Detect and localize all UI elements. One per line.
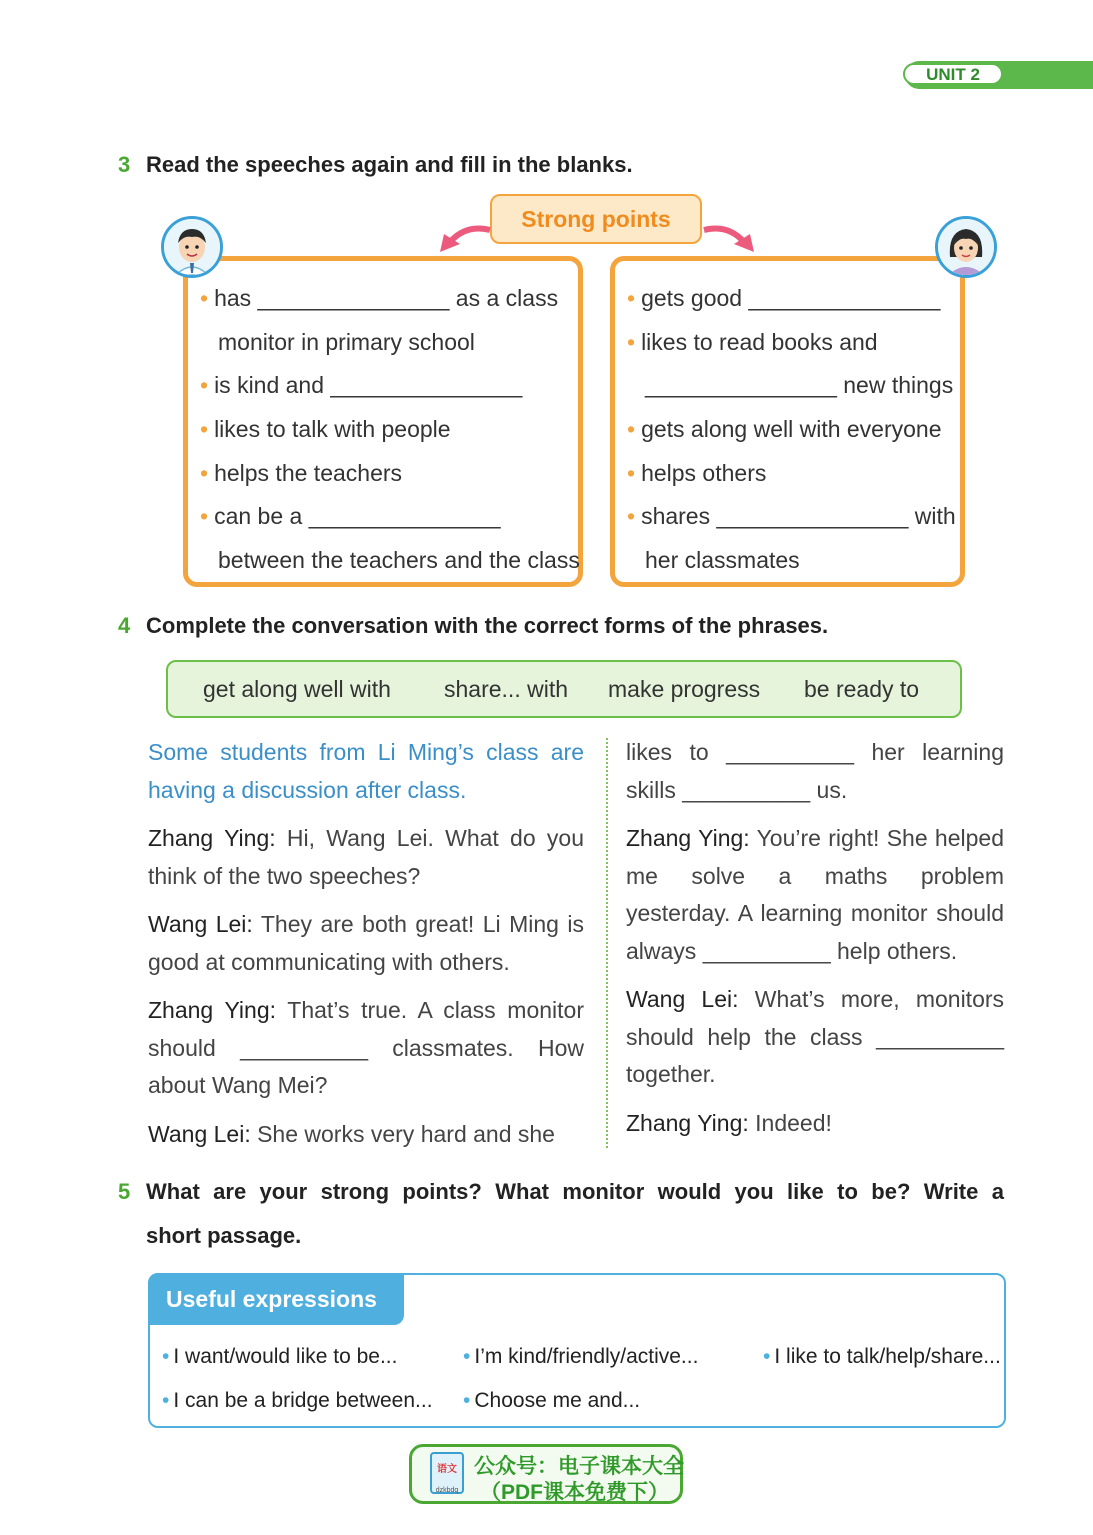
- girl-point-5: • shares _______________ with: [627, 503, 956, 529]
- dialogue-line: [148, 906, 584, 981]
- expression-item: • I can be a bridge between...: [162, 1389, 433, 1412]
- useful-expressions-title: Useful expressions: [148, 1273, 404, 1325]
- bullet-icon: •: [200, 416, 209, 442]
- girl-point-2-cont: _______________ new things: [645, 372, 954, 398]
- watermark-line1: 公众号：电子课本大全: [474, 1455, 684, 1478]
- boy-point-1: • has _______________ as a class: [200, 285, 559, 311]
- dialogue-line: [626, 981, 1004, 1094]
- speaker: Wang Lei:: [626, 986, 739, 1012]
- strong-points-box-girl: [610, 256, 965, 587]
- phrase-bank: [166, 660, 962, 718]
- dialogue-text: They are both great! Li Ming is good at communicating with others.: [148, 911, 584, 975]
- bullet-icon: •: [627, 285, 636, 311]
- expression-item: • I like to talk/help/share...: [763, 1345, 1001, 1368]
- speaker: Wang Lei:: [148, 911, 253, 937]
- q5-instruction-line2: short passage.: [146, 1223, 302, 1248]
- girl-point-2: • likes to read books and: [627, 329, 878, 355]
- dialogue-line: [148, 992, 584, 1105]
- boy-avatar-icon: [161, 216, 223, 278]
- boy-point-3: • likes to talk with people: [200, 416, 451, 442]
- q5-number: 5: [118, 1179, 131, 1204]
- q3-instruction: Read the speeches again and fill in the blanks.: [146, 152, 633, 177]
- dialogue-line: [626, 820, 1004, 970]
- dialogue-line: [148, 1116, 584, 1154]
- right-arrow-icon: [700, 218, 760, 258]
- dialogue-line: [626, 1105, 1004, 1143]
- boy-point-2: • is kind and _______________: [200, 372, 523, 398]
- boy-point-1-cont: monitor in primary school: [218, 329, 475, 355]
- boy-point-5: • can be a _______________: [200, 503, 501, 529]
- q4-number: 4: [118, 613, 131, 638]
- girl-point-4: • helps others: [627, 460, 767, 486]
- expression-item: • I want/would like to be...: [162, 1345, 398, 1368]
- unit-label: UNIT 2: [903, 63, 1003, 85]
- dialogue-text: What’s more, monitors should help the class __________ together.: [626, 986, 1005, 1087]
- girl-point-3: • gets along well with everyone: [627, 416, 942, 442]
- column-divider: [606, 738, 608, 1148]
- bullet-icon: •: [200, 285, 209, 311]
- bullet-icon: •: [627, 503, 636, 529]
- bullet-icon: •: [627, 460, 636, 486]
- speaker: Zhang Ying:: [626, 825, 750, 851]
- bullet-icon: •: [200, 503, 209, 529]
- girl-avatar-icon: [935, 216, 997, 278]
- speaker: Zhang Ying:: [626, 1109, 749, 1136]
- dialogue-text: Hi, Wang Lei. What do you think of the two speeches?: [148, 825, 584, 889]
- girl-point-1: • gets good _______________: [627, 285, 941, 311]
- expression-item: • I’m kind/friendly/active...: [463, 1345, 699, 1368]
- speaker: Zhang Ying:: [148, 997, 277, 1023]
- boy-point-4: • helps the teachers: [200, 460, 403, 486]
- dialogue-text: You’re right! She helped me solve a maths problem yesterday. A learning monitor should always __________ help others.: [626, 825, 1004, 964]
- phrase-1: get along well with: [203, 676, 391, 702]
- bullet-icon: •: [627, 329, 636, 355]
- watermark-line2: （PDF课本免费下）: [480, 1481, 669, 1504]
- dialogue-line: [148, 820, 584, 895]
- phrase-2: share... with: [444, 676, 568, 702]
- phrase-3: make progress: [608, 676, 761, 702]
- left-arrow-icon: [436, 218, 496, 258]
- strong-points-box-boy: [183, 256, 583, 587]
- q4-instruction: Complete the conversation with the correct forms of the phrases.: [146, 613, 829, 638]
- dialogue-text: She works very hard and she: [257, 1120, 555, 1147]
- phrase-4: be ready to: [804, 676, 920, 702]
- girl-point-5-cont: her classmates: [645, 547, 800, 573]
- watermark-badge: [409, 1444, 683, 1504]
- bullet-icon: •: [627, 416, 636, 442]
- boy-point-5-cont: between the teachers and the class: [218, 547, 580, 573]
- dialogue-text: That’s true. A class monitor should __________ classmates. How about Wang Mei?: [148, 997, 584, 1098]
- q5-instruction-line1: What are your strong points? What monitor would you like to be? Write a: [146, 1179, 1004, 1204]
- speaker: Zhang Ying:: [148, 825, 276, 851]
- book-icon: 语文 dzkbdq: [430, 1452, 464, 1494]
- q3-number: 3: [118, 152, 131, 177]
- strong-points-title: Strong points: [490, 194, 702, 244]
- expression-item: • Choose me and...: [463, 1389, 641, 1412]
- speaker: Wang Lei:: [148, 1120, 251, 1147]
- dialogue-continuation: likes to __________ her learning skills __________ us.: [626, 739, 1004, 803]
- dialogue-text: Indeed!: [755, 1109, 832, 1136]
- bullet-icon: •: [200, 372, 209, 398]
- bullet-icon: •: [200, 460, 209, 486]
- conversation-intro: Some students from Li Ming’s class are having a discussion after class.: [148, 739, 584, 803]
